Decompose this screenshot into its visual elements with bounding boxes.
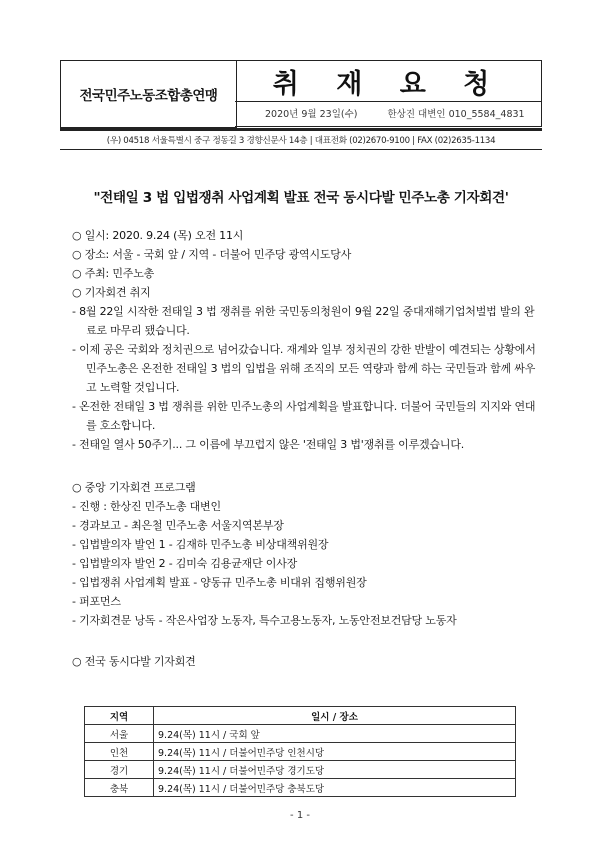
date-sender-line <box>235 100 542 127</box>
purpose-item: - 온전한 전태일 3 법 쟁취를 위한 민주노총의 사업계획을 발표합니다. 더불어 국민들의 지지와 연대를 호소합니다. <box>72 400 536 432</box>
regional-title: ○ 전국 동시다발 기자회견 <box>72 655 196 668</box>
time-place-cell: 9.24(목) 11시 / 더불어민주당 인천시당 <box>154 743 516 761</box>
time-place-cell: 9.24(목) 11시 / 더불어민주당 경기도당 <box>154 761 516 779</box>
time-place-cell: 9.24(목) 11시 / 국회 앞 <box>154 725 516 743</box>
info-line: ○ 장소: 서울 - 국회 앞 / 지역 - 더불어 민주당 광역시도당사 <box>72 248 352 261</box>
org-name: 전국민주노동조합총연맹 <box>60 60 237 128</box>
program-item: - 퍼포먼스 <box>72 595 121 608</box>
program-item: - 입법발의자 발언 2 - 김미숙 김용균재단 이사장 <box>72 557 298 570</box>
region-cell: 충북 <box>85 779 154 797</box>
time-place-cell: 9.24(목) 11시 / 더불어민주당 충북도당 <box>154 779 516 797</box>
document-title: 취 재 요 청 <box>235 60 542 102</box>
program-item: - 기자회견문 낭독 - 작은사업장 노동자, 특수고용노동자, 노동안전보건담당 노동자 <box>72 614 457 627</box>
table-header-row <box>85 707 516 725</box>
table-row <box>85 725 516 743</box>
headline: "전태일 3 법 입법쟁취 사업계획 발표 전국 동시다발 민주노총 기자회견' <box>93 190 509 206</box>
schedule-table <box>84 706 516 797</box>
header-time-place: 일시 / 장소 <box>154 707 516 725</box>
header-region: 지역 <box>85 707 154 725</box>
region-cell: 인천 <box>85 743 154 761</box>
table-row <box>85 743 516 761</box>
region-cell: 서울 <box>85 725 154 743</box>
program-item: - 진행 : 한상진 민주노총 대변인 <box>72 500 221 513</box>
divider <box>60 149 542 150</box>
divider <box>60 128 542 131</box>
purpose-item: - 이제 공은 국회와 정치권으로 넘어갔습니다. 재계와 일부 정치권의 강한 반발이 예견되는 상황에서 민주노총은 온전한 전태일 3 법의 입법을 위해 조직의 모든 역량과 함께 하는 국민들과 함께 싸우고 노력할 것입니다. <box>72 343 536 394</box>
program-title: ○ 중앙 기자회견 프로그램 <box>72 481 196 494</box>
program-block <box>72 478 542 630</box>
info-block <box>72 226 542 454</box>
contact: 한상진 대변인 010_5584_4831 <box>387 109 525 120</box>
table-row <box>85 779 516 797</box>
page-number: - 1 - <box>290 810 310 821</box>
purpose-item: - 8월 22일 시작한 전태일 3 법 쟁취를 위한 국민동의청원이 9월 22일 중대재해기업처벌법 발의 완료로 마무리 됐습니다. <box>72 305 535 337</box>
info-line: ○ 주최: 민주노총 <box>72 267 155 280</box>
purpose-item: - 전태일 열사 50주기... 그 이름에 부끄럽지 않은 '전태일 3 법'쟁취를 이루겠습니다. <box>72 438 465 451</box>
program-item: - 입법발의자 발언 1 - 김재하 민주노총 비상대책위원장 <box>72 538 329 551</box>
region-cell: 경기 <box>85 761 154 779</box>
table-row <box>85 761 516 779</box>
info-line: ○ 일시: 2020. 9.24 (목) 오전 11시 <box>72 229 244 242</box>
release-date: 2020년 9월 23일(수) <box>265 109 358 120</box>
info-line: ○ 기자회견 취지 <box>72 286 151 299</box>
address-line: (우) 04518 서울특별시 중구 정동길 3 경향신문사 14층 | 대표전화 (02)2670-9100 | FAX (02)2635-1134 <box>106 136 496 146</box>
program-item: - 경과보고 - 최은철 민주노총 서울지역본부장 <box>72 519 284 532</box>
program-item: - 입법쟁취 사업계획 발표 - 양동규 민주노총 비대위 집행위원장 <box>72 576 367 589</box>
